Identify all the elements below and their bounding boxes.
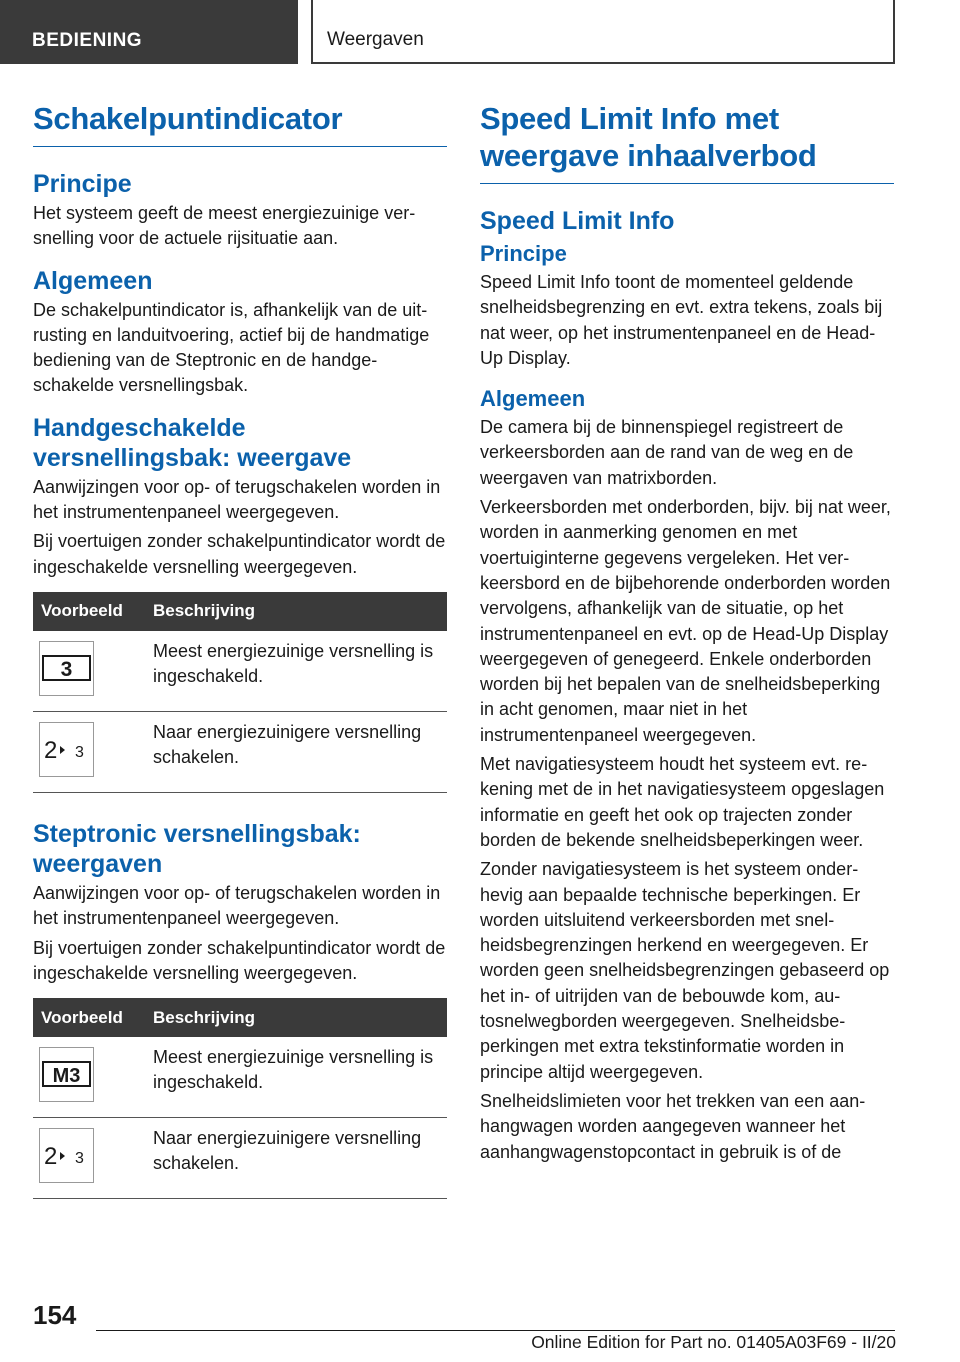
shift-up-arrow-icon bbox=[39, 722, 94, 777]
right-column bbox=[480, 100, 894, 1169]
section-heading-shift-indicator: Schakelpuntindicator bbox=[33, 100, 447, 147]
header-chapter bbox=[311, 0, 895, 64]
steptronic-gear-table bbox=[33, 998, 447, 1199]
column-header-example: Voorbeeld bbox=[33, 592, 145, 631]
heading-principe: Principe bbox=[33, 170, 132, 198]
heading-steptronic: Steptronic versnellingsbak: weergaven bbox=[33, 819, 361, 878]
header-section bbox=[0, 0, 298, 64]
gear-from: 2 bbox=[44, 736, 58, 764]
table-row bbox=[33, 711, 447, 792]
algemeen-text-1: De camera bij de binnenspiegel registreert de verkeersborden aan de rand van de weg en de weergaven van matrixborden. bbox=[480, 417, 854, 488]
manual-text-2: Bij voertuigen zonder schakelpuntindicator wordt de ingeschakelde versnelling weergegeven. bbox=[33, 531, 446, 577]
row-description: Meest energiezuinige versnelling is ingeschakeld. bbox=[145, 1037, 447, 1118]
principe-text: Het systeem geeft de meest energiezuinige versnelling voor de actuele rijsituatie aan. bbox=[33, 203, 416, 249]
column-header-description: Beschrijving bbox=[145, 998, 447, 1037]
steptronic-text-2: Bij voertuigen zonder schakelpuntindicator wordt de ingeschakelde versnelling weergegeven. bbox=[33, 937, 446, 983]
algemeen-text-3: Met navigatiesysteem houdt het systeem evt. rekening met de in het navigatiesysteem opgeslagen informatie en geeft het ook op trajecten zonder borden de bekende snelheidsbeperkingen weer. bbox=[480, 754, 885, 850]
algemeen-text-2: Verkeersborden met onderborden, bijv. bij nat weer, worden in aanmerking genomen en met voertuiginterne gegevens vergeleken. Het verkeersbord en de bijbehorende onderborden worden vervolgens, afhankelijk van de situatie, op het instrumentenpaneel en evt. op de Head-Up Display weergegeven of genegeerd. Enkele onderborden worden bij het bepalen van de snelheidsbeperking in acht genomen, maar niet in het instrumentenpaneel weergegeven. bbox=[480, 497, 891, 745]
chapter-title: Weergaven bbox=[327, 29, 424, 50]
manual-mode-gear-icon bbox=[39, 1047, 94, 1102]
table-row bbox=[33, 1118, 447, 1199]
gear-number: 3 bbox=[60, 657, 73, 681]
row-description: Naar energiezuinigere versnelling schakelen. bbox=[145, 1118, 447, 1199]
gear-to: 3 bbox=[75, 743, 84, 761]
steptronic-text-1: Aanwijzingen voor op- of terugschakelen worden in het instrumentenpaneel weergegeven. bbox=[33, 882, 441, 929]
page-number: 154 bbox=[33, 1300, 77, 1330]
gear-from: 2 bbox=[44, 1143, 58, 1171]
heading-principe: Principe bbox=[480, 241, 567, 266]
manual-gear-table bbox=[33, 592, 447, 793]
heading-manual-gearbox: Handgeschakelde versnellingsbak: weergave bbox=[33, 413, 352, 472]
left-column bbox=[33, 100, 447, 1225]
section-title: BEDIENING bbox=[32, 30, 143, 51]
algemeen-text: De schakelpuntindicator is, afhankelijk van de uitrusting en landuitvoering, actief bij de handmatige bediening van de Steptronic en de handgeschakelde versnellingsbak. bbox=[33, 299, 430, 396]
column-header-description: Beschrijving bbox=[145, 592, 447, 631]
gear-number: M3 bbox=[52, 1065, 81, 1088]
table-row bbox=[33, 631, 447, 712]
footer-divider bbox=[96, 1330, 895, 1331]
heading-algemeen: Algemeen bbox=[480, 386, 586, 412]
gear-to: 3 bbox=[75, 1150, 84, 1168]
footer-edition: Online Edition for Part no. 01405A03F69 - II/20 bbox=[531, 1332, 896, 1352]
row-description: Meest energiezuinige versnelling is ingeschakeld. bbox=[145, 631, 447, 712]
principe-text: Speed Limit Info toont de momenteel geldende snelheidsbegrenzing en evt. extra tekens, zoals bij nat weer, op het instrumentenpaneel en de Head-Up Display. bbox=[480, 272, 883, 368]
table-header-row bbox=[33, 998, 447, 1037]
algemeen-text-5: Snelheidslimieten voor het trekken van een aanhangwagen worden aangegeven wanneer het aanhangwagenstopcontact in gebruik is of de bbox=[480, 1090, 866, 1162]
table-row bbox=[33, 1037, 447, 1118]
manual-text-1: Aanwijzingen voor op- of terugschakelen worden in het instrumentenpaneel weergegeven. bbox=[33, 476, 441, 523]
heading-algemeen: Algemeen bbox=[33, 266, 153, 295]
gear-indicator-icon bbox=[39, 641, 94, 696]
heading-speed-limit-info: Speed Limit Info bbox=[480, 207, 675, 235]
section-heading-speed-limit: Speed Limit Info met weergave inhaalverbod bbox=[480, 100, 894, 184]
row-description: Naar energiezuinigere versnelling schakelen. bbox=[145, 711, 447, 792]
shift-up-arrow-icon bbox=[39, 1128, 94, 1183]
algemeen-text-4: Zonder navigatiesysteem is het systeem onderhevig aan bepaalde technische beperkingen. Er worden uitsluitend verkeersborden met snelheidsbegrenzingen herkend en weergegeven. Er worden geen snelheidsbegrenzingen gebaseerd op het in- of uitrijden van de bebouwde kom, autosnelwegborden weergegeven. Snelheidsbeperkingen met extra tekstinformatie worden in principe altijd weergegeven. bbox=[480, 859, 890, 1082]
column-header-example: Voorbeeld bbox=[33, 998, 145, 1037]
table-header-row bbox=[33, 592, 447, 631]
